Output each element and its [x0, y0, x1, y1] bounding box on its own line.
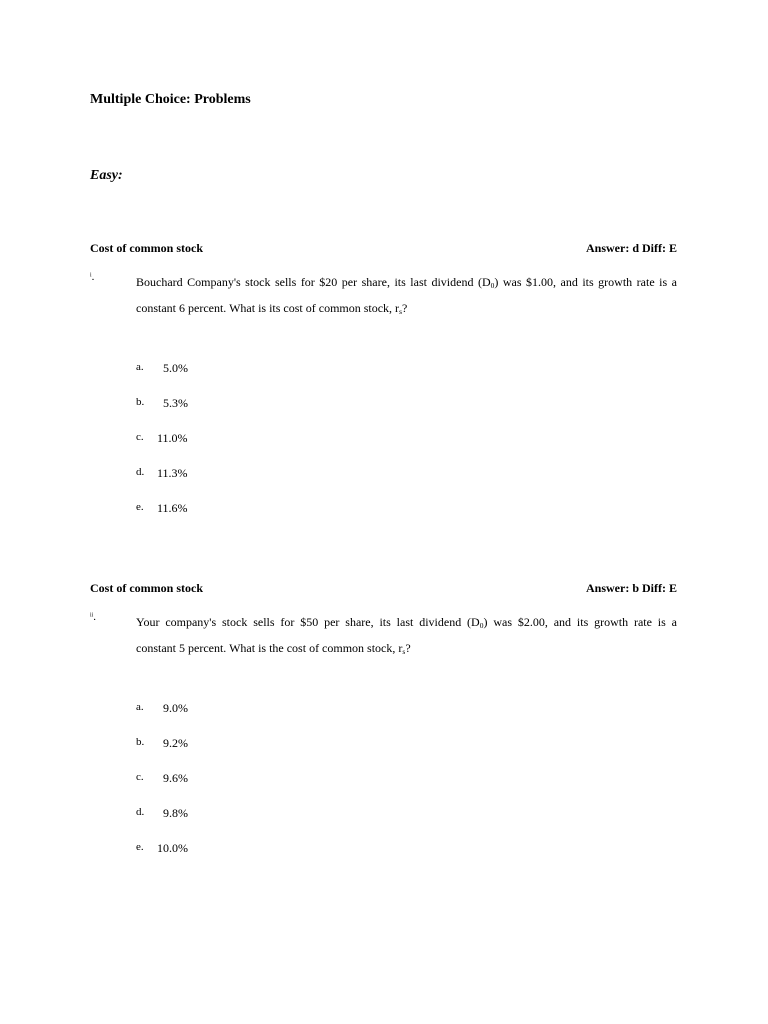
- question-line-1: Your company's stock sells for $50 per share, its last dividend $(D_0)$ was $2.00, and its growth rate is a: [136, 615, 677, 630]
- problem-topic: Cost of common stock: [90, 581, 203, 595]
- footnote-marker: $^{ii}$.: [90, 611, 96, 623]
- difficulty-level-heading: Easy:: [90, 168, 123, 183]
- problem-answer-key: Answer: b Diff: E: [586, 581, 677, 595]
- problem-topic: Cost of common stock: [90, 241, 203, 255]
- question-text: [136, 271, 677, 323]
- section-heading: Multiple Choice: Problems: [90, 92, 251, 107]
- document-page: Multiple Choice: Problems Easy: Cost of common stock Answer: d Diff: E $^i$. Bouchard Company's stock sells for $20 per share, its last dividend $(D_0)$ was $1.00, and its growth rate is a constant 6 percent. What is its cost of common stock, $r_s$? a. 5.0% b. 5.3% c. 11.0% d. 11.3% e. 11.6% Cost of common stock Answer: b Diff: E $^{ii}$. Your company's stock sells for $50 per share, its last dividend $(D_0)$ was $2.00, and its growth rate is a constant 5 percent. What is the cost of common stock, $r_s$? a. 9.0% b. 9.2% c. 9.6% d. 9.8% e. 10.0%: [90, 92, 677, 855]
- footnote-marker: $^i$.: [90, 271, 95, 283]
- question-line-1: Bouchard Company's stock sells for $20 per share, its last dividend $(D_0)$ was $1.00, and its growth rate is a: [136, 275, 677, 290]
- question-line-2: constant 6 percent. What is its cost of common stock, $r_s$?: [136, 301, 408, 316]
- question-text: [136, 611, 677, 663]
- problem-answer-key: Answer: d Diff: E: [586, 241, 677, 255]
- question-line-2: constant 5 percent. What is the cost of common stock, $r_s$?: [136, 641, 411, 656]
